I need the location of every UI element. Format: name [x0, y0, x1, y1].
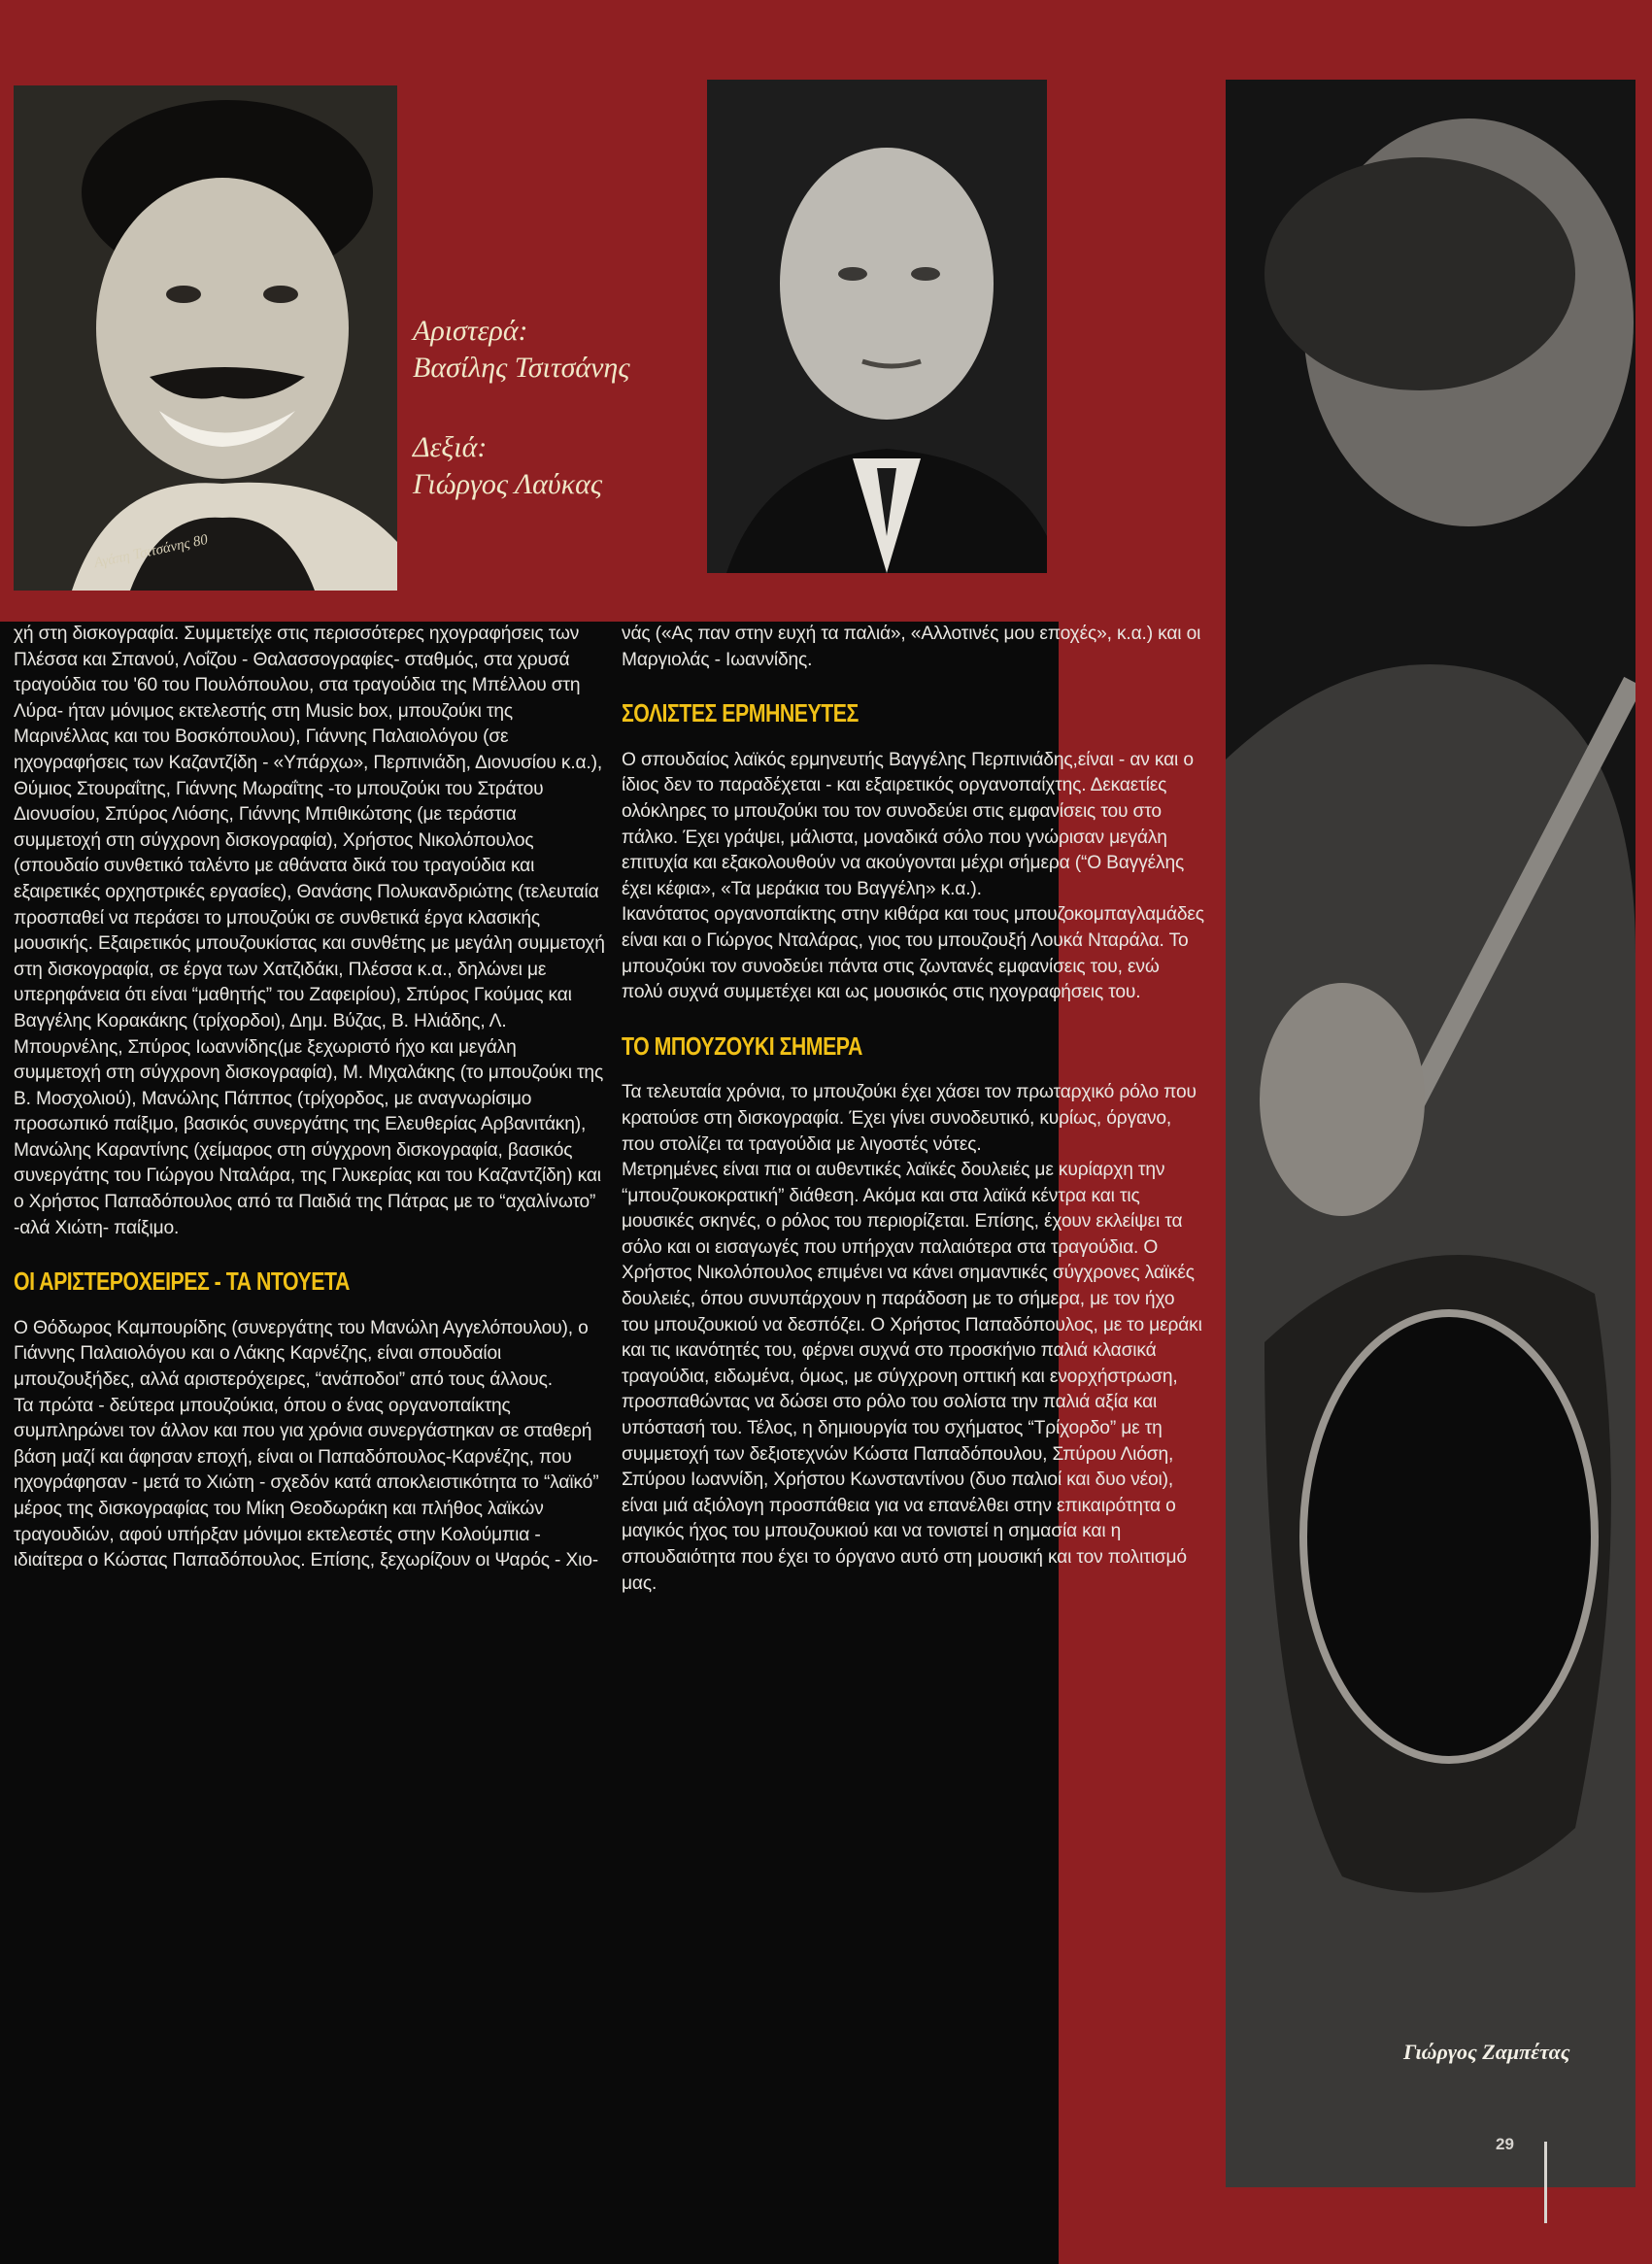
page-number-rule [1544, 2142, 1547, 2223]
mid-paragraph-4: Τα τελευταία χρόνια, το μπουζούκι έχει χάσει τον πρωταρχικό ρόλο που κρατούσε στη δισκογραφία. Έχει γίνει συνοδευτικό, κυρίως, όργανο, που στολίζει τα τραγούδια με λιγοστές νότες. [622, 1082, 1197, 1155]
caption-zampetas: Γιώργος Ζαμπέτας [1403, 2040, 1570, 2064]
photo-signature: Αγάπη Τσιτσάνης 80 [92, 531, 210, 572]
heading-left-handed: ΟΙ ΑΡΙΣΤΕΡΟΧΕΙΡΕΣ - ΤΑ ΝΤΟΥΕΤΑ [14, 1267, 350, 1297]
left-paragraph-2: Ο Θόδωρος Καμπουρίδης (συνεργάτης του Μανώλη Αγγελόπουλου), ο Γιάννης Παλαιολόγου και ο Λάκης Καρνέζης, είναι σπουδαίοι μπουζουξήδες, αλλά αριστερόχειρες, “ανάποδοι” από τους άλλους. [14, 1317, 589, 1391]
heading-soloists: ΣΟΛΙΣΤΕΣ ΕΡΜΗΝΕΥΤΕΣ [622, 698, 859, 728]
caption-left-label: Αριστερά: [413, 315, 528, 347]
heading-bouzouki-today: ΤΟ ΜΠΟΥΖΟΥΚΙ ΣΗΜΕΡΑ [622, 1031, 862, 1061]
mid-paragraph-3: Ικανότατος οργανοπαίκτης στην κιθάρα και τους μπουζοκομπαγλαμάδες είναι και ο Γιώργος Νταλάρας, γιος του μπουζουξή Λουκά Νταράλα. Το μπουζούκι τον συνοδεύει πάντα στις ζωντανές εμφανίσεις του, ενώ πολύ συχνά συμμετέχει και ως μουσικός στις ηχογραφήσεις του. [622, 904, 1204, 1003]
photo-giorgos-zampetas [1226, 80, 1635, 2187]
photo-giorgos-laikas [707, 80, 1047, 573]
article-column-left [14, 622, 606, 1574]
mid-paragraph-1: νάς («Ας παν στην ευχή τα παλιά», «Αλλοτινές μου εποχές», κ.α.) και οι Μαργιολάς - Ιωαννίδης. [622, 624, 1201, 670]
caption-left-name: Βασίλης Τσιτσάνης [413, 352, 630, 384]
mid-paragraph-5: Μετρημένες είναι πια οι αυθεντικές λαϊκές δουλειές με κυρίαρχη την “μπουζουκοκρατική” διάθεση. Ακόμα και στα λαϊκά κέντρα και τις μουσικές σκηνές, ο ρόλος του περιορίζεται. Επίσης, έχουν εκλείψει τα σόλο και οι εισαγωγές που υπήρχαν παλαιότερα στα τραγούδια. Ο Χρήστος Νικολόπουλος επιμένει να κάνει σημαντικές σύγχρονες λαϊκές δουλειές, όπου συνυπάρχουν η παράδοση με το σήμερα, με τον ήχο του μπουζουκιού να δεσπόζει. Ο Χρήστος Παπαδόπουλος, με το μεράκι και τις ικανότητές του, φέρνει συχνά στο προσκήνιο παλιά κλασικά τραγούδια, ειδωμένα, όμως, με σύγχρονη οπτική και ενορχήστρωση, προσπαθώντας να δώσει στο ρόλο του σολίστα την παλιά αξία και υπόστασή του. Τέλος, η δημιουργία του σχήματος “Τρίχορδο” με τη συμμετοχή των δεξιοτεχνών Κώστα Παπαδόπουλου, Σπύρου Λιόση, Σπύρου Ιωαννίδη, Χρήστου Κωνσταντίνου (δυο παλιοί και δυο νέοι), είναι μιά αξιόλογη προσπάθεια για να επανέλθει στην επικαιρότητα ο μαγικός ήχος του μπουζουκιού και να τονιστεί η σημασία και η σπουδαιότητα που έχει το όργανο αυτό στη μουσική και τον πολιτισμό μας. [622, 1160, 1202, 1594]
left-paragraph-1: χή στη δισκογραφία. Συμμετείχε στις περισσότερες ηχογραφήσεις των Πλέσσα και Σπανού, Λοΐζου - Θαλασσογραφίες- σταθμός, στα χρυσά τραγούδια του '60 του Πουλόπουλου, στα τραγούδια της Μπέλλου στη Λύρα- ήταν μόνιμος εκτελεστής στη Music box, μπουζούκι της Μαρινέλλας και του Βοσκόπουλου), Γιάννης Παλαιολόγου (σε ηχογραφήσεις των Καζαντζίδη - «Υπάρχω», Περπινιάδη, Διονυσίου κ.α.), Θύμιος Στουραΐτης, Γιάννης Μωραΐτης -το μπουζούκι του Στράτου Διονυσίου, Σπύρος Λιόσης, Γιάννης Μπιθικώτσης (με τεράστια συμμετοχή στη σύγχρονη δισκογραφία), Χρήστος Νικολόπουλος (σπουδαίο συνθετικό ταλέντο με αθάνατα δικά του τραγούδια και εξαιρετικές ορχηστρικές εργασίες), Θανάσης Πολυκανδριώτης (τελευταία προσπαθεί να περάσει το μπουζούκι σε συνθετικά έργα κλασικής μουσικής. Εξαιρετικός μπουζουκίστας και συνθέτης με μεγάλη συμμετοχή στη δισκογραφία, σε έργα των Χατζιδάκι, Πλέσσα κ.α., δηλώνει με υπερηφάνεια ότι είναι “μαθητής” του Ζαφειρίου), Σπύρος Γκούμας και Βαγγέλης Κορακάκης (τρίχορδοι), Δημ. Βύζας, Β. Ηλιάδης, Λ. Μπουρνέλης, Σπύρος Ιωαννίδης(με ξεχωριστό ήχο και μεγάλη συμμετοχή στη σύγχρονη δισκογραφία), Μ. Μιχαλάκης (το μπουζούκι της Β. Μοσχολιού), Μανώλης Πάππος (τρίχορδος, με αναγνωρίσιμο προσωπικό παίξιμο, βασικός συνεργάτης της Ελευθερίας Αρβανιτάκη), Μανώλης Καραντίνης (χείμαρος στη σύγχρονη δισκογραφία, βασικός συνεργάτης του Γιώργου Νταλάρα, της Γλυκερίας και του Καζαντζίδη) και ο Χρήστος Παπαδόπουλος από τα Παιδιά της Πάτρας με το “αχαλίνωτο” -αλά Χιώτη- παίξιμο. [14, 624, 605, 1238]
article-column-middle [622, 622, 1204, 1597]
page-number: 29 [1496, 2135, 1514, 2153]
mid-paragraph-2: Ο σπουδαίος λαϊκός ερμηνευτής Βαγγέλης Περπινιάδης,είναι - αν και ο ίδιος δεν το παραδέχεται - και εξαιρετικός οργανοπαίχτης. Δεκαετίες ολόκληρες το μπουζούκι του τον συνοδεύει στις εμφανίσεις του στο πάλκο. Έχει γράψει, μάλιστα, μοναδικά σόλο που γνώρισαν μεγάλη επιτυχία και εξακολουθούν να ακούγονται μέχρι σήμερα (“Ο Βαγγέλης έχει κέφια», «Τα μεράκια του Βαγγέλη» κ.α.). [622, 749, 1194, 899]
photo-captions [413, 313, 665, 503]
caption-right-name: Γιώργος Λαύκας [413, 468, 602, 500]
caption-right-label: Δεξιά: [413, 431, 488, 463]
photo-vasilis-tsitsanis [14, 85, 397, 591]
left-paragraph-3: Τα πρώτα - δεύτερα μπουζούκια, όπου ο ένας οργανοπαίκτης συμπληρώνει τον άλλον και που για χρόνια συνεργάστηκαν σε σταθερή βάση μαζί και άφησαν εποχή, είναι οι Παπαδόπουλος-Καρνέζης, που ηχογράφησαν - μετά το Χιώτη - σχεδόν κατά αποκλειστικότητα το “λαϊκό” μέρος της δισκογραφίας του Μίκη Θεοδωράκη και πλήθος λαϊκών τραγουδιών, αφού υπήρξαν μόνιμοι εκτελεστές στην Κολούμπια - ιδιαίτερα ο Κώστας Παπαδόπουλος. Επίσης, ξεχωρίζουν οι Ψαρός - Χιο- [14, 1395, 599, 1571]
